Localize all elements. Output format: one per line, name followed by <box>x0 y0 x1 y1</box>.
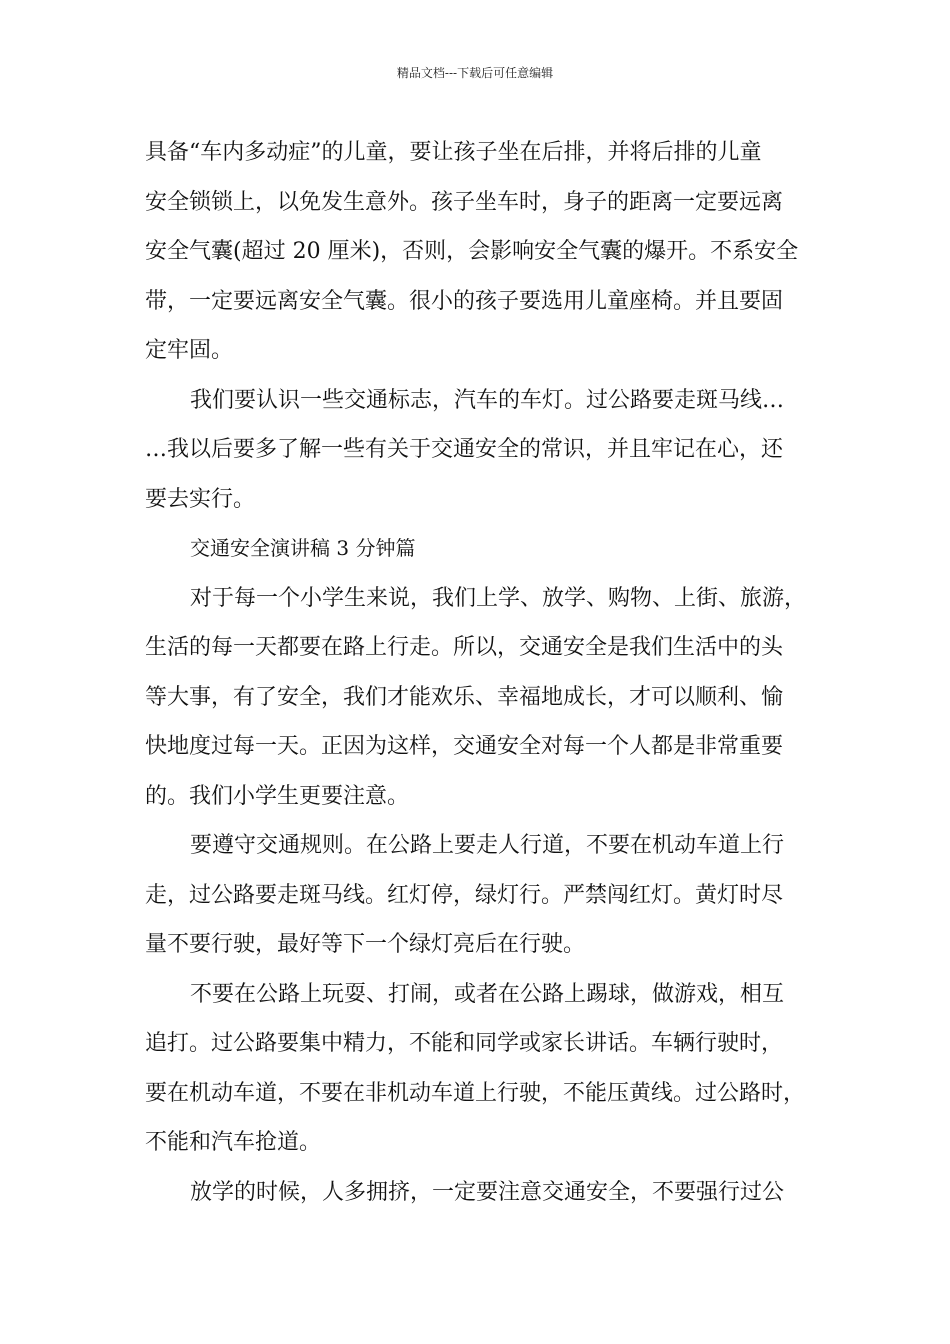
text-line: 安全气囊(超过 20 厘米)，否则，会影响安全气囊的爆开。不系安全 <box>145 239 799 264</box>
paragraph <box>145 574 810 822</box>
text-line: 不能和汽车抢道。 <box>145 1130 322 1155</box>
document-body <box>145 128 810 1217</box>
paragraph <box>145 821 810 970</box>
text-line: 带，一定要远离安全气囊。很小的孩子要选用儿童座椅。并且要固 <box>145 288 784 314</box>
paragraph <box>145 970 810 1168</box>
paragraph <box>145 376 810 525</box>
text-line: 要在机动车道，不要在非机动车道上行驶，不能压黄线。过公路时， <box>145 1080 806 1106</box>
text-line: 对于每一个小学生来说，我们上学、放学、购物、上街、旅游， <box>190 585 807 611</box>
text-line: 要遵守交通规则。在公路上要走人行道，不要在机动车道上行 <box>190 833 785 858</box>
text-line: 生活的每一天都要在路上行走。所以，交通安全是我们生活中的头 <box>145 635 784 660</box>
text-line: 不要在公路上玩耍、打闹，或者在公路上踢球，做游戏，相互 <box>190 981 785 1007</box>
paragraph <box>145 128 810 376</box>
text-line: 安全锁锁上，以免发生意外。孩子坐车时，身子的距离一定要远离 <box>145 189 784 215</box>
text-line: 走，过公路要走斑马线。红灯停，绿灯行。严禁闯红灯。黄灯时尽 <box>145 882 784 908</box>
section-heading <box>145 524 810 574</box>
text-line: 我们要认识一些交通标志，汽车的车灯。过公路要走斑马线… <box>190 387 785 413</box>
text-line: 具备“车内多动症”的儿童，要让孩子坐在后排，并将后排的儿童 <box>145 140 762 165</box>
text-line: 等大事，有了安全，我们才能欢乐、幸福地成长，才可以顺利、愉 <box>145 684 784 710</box>
text-line: 追打。过公路要集中精力，不能和同学或家长讲话。车辆行驶时， <box>145 1031 784 1056</box>
text-line: …我以后要多了解一些有关于交通安全的常识，并且牢记在心，还 <box>145 437 784 462</box>
text-line: 放学的时候，人多拥挤，一定要注意交通安全，不要强行过公 <box>190 1179 785 1205</box>
text-line: 的。我们小学生更要注意。 <box>145 783 410 809</box>
text-line: 快地度过每一天。正因为这样，交通安全对每一个人都是非常重要 <box>145 734 784 759</box>
text-line: 要去实行。 <box>145 486 256 512</box>
text-line: 量不要行驶，最好等下一个绿灯亮后在行驶。 <box>145 932 586 957</box>
text-line: 定牢固。 <box>145 338 234 363</box>
heading-line: 交通安全演讲稿 3 分钟篇 <box>190 536 416 560</box>
paragraph <box>145 1168 810 1218</box>
page-header: 精品文档---下载后可任意编辑 <box>396 66 554 80</box>
